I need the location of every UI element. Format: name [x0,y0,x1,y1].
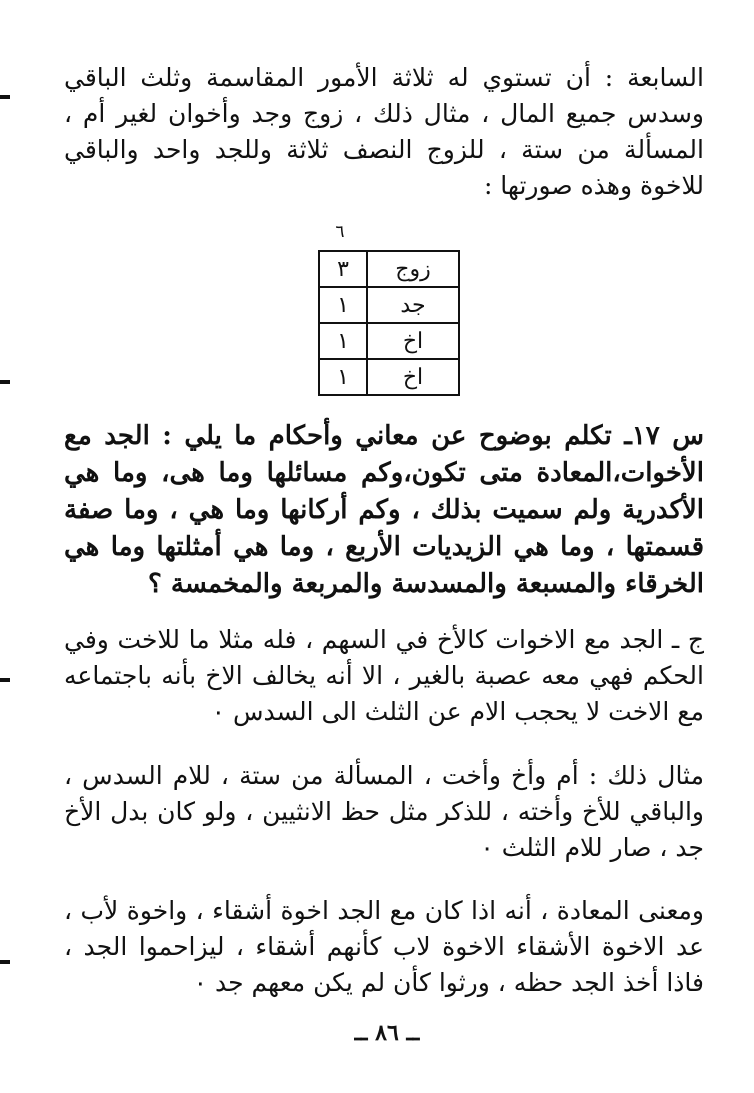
question-17: س ١٧ـ تكلم بوضوح عن معاني وأحكام ما يلي : الجد مع الأخوات،المعادة متى تكون،وكم مسائلها وما هى، وما هي الأكدرية ولم سميت بذلك ، وكم أركانها وما هي ، وما صفة قسمتها ، وما هي الزيديات الأربع ، وما هي أمثلتها وما هي الخرقاء والمسبعة والمسدسة والمربعة والمخمسة ؟ [64,421,704,599]
share-cell: ١ [319,359,367,395]
table-row [319,287,459,323]
muadda-paragraph: ومعنى المعادة ، أنه اذا كان مع الجد اخوة أشقاء ، واخوة لأب ، عد الاخوة الأشقاء الاخوة لاب كأنهم أشقاء ، ليزاحموا الجد ، فاذا أخذ الجد حظه ، ورثوا كأن لم يكن معهم جد ٠ [64,896,704,997]
page-number: ــ ٨٦ ــ [354,1020,420,1046]
sheet-base-number: ٦ [335,222,345,242]
inheritance-sheet-table [318,250,460,396]
heir-cell: اخ [367,359,459,395]
heir-cell: اخ [367,323,459,359]
heir-cell: جد [367,287,459,323]
heir-cell: زوج [367,251,459,287]
scan-margin-mark [0,380,10,384]
share-cell: ١ [319,323,367,359]
scan-margin-mark [0,95,10,99]
answer-paragraph: ج ـ الجد مع الاخوات كالأخ في السهم ، فله مثلا ما للاخت وفي الحكم فهي معه عصبة بالغير ، الا أنه يخالف الاخ بأنه باجتماعه مع الاخت لا يحجب الام عن الثلث الى السدس ٠ [64,625,704,726]
scan-margin-mark [0,960,10,964]
scan-margin-mark [0,678,10,682]
table-row [319,359,459,395]
example-paragraph: مثال ذلك : أم وأخ وأخت ، المسألة من ستة ، للام السدس ، والباقي للأخ وأخته ، للذكر مثل حظ الانثيين ، ولو كان بدل الأخ جد ، صار للام الثلث ٠ [64,761,704,862]
share-cell: ١ [319,287,367,323]
paragraph-seventh-case: السابعة : أن تستوي له ثلاثة الأمور المقاسمة وثلث الباقي وسدس جميع المال ، مثال ذلك ، زوج وجد وأخوان لغير أم ، المسألة من ستة ، للزوج النصف ثلاثة وللجد واحد والباقي للاخوة وهذه صورتها : [64,63,704,200]
share-cell: ٣ [319,251,367,287]
table-row [319,323,459,359]
table-row [319,251,459,287]
